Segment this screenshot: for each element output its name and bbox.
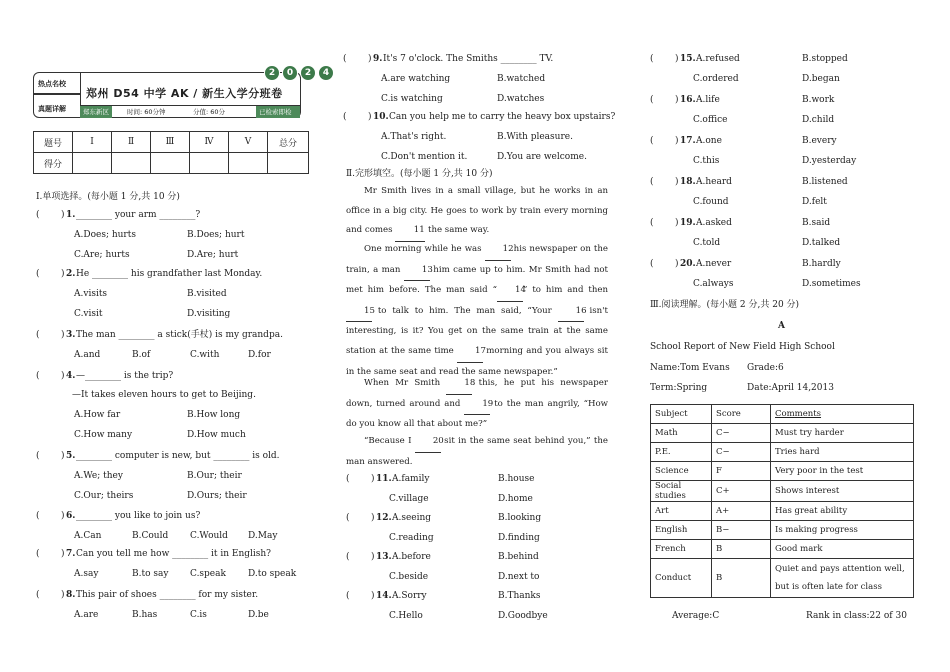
option: B.How long — [187, 410, 241, 420]
question-number: 17. — [680, 136, 696, 146]
report-score: A+ — [712, 502, 771, 521]
answer-paren-close: ) — [371, 591, 375, 601]
year-digit: 4 — [318, 65, 334, 81]
option: C.Would — [190, 531, 228, 541]
option: C.office — [693, 115, 728, 125]
passage-text: to talk to him. The man said, “Your — [372, 305, 558, 316]
question-stem: ________ you like to join us? — [76, 511, 201, 521]
year-badge — [264, 65, 334, 81]
passage-text: When Mr Smith — [364, 378, 447, 388]
passage-paragraph-1 — [346, 182, 608, 242]
answer-paren-open: ( — [346, 591, 350, 601]
report-row — [651, 559, 914, 598]
answer-paren-close: ) — [675, 136, 679, 146]
report-subject: Social studies — [651, 481, 712, 502]
option: B.of — [132, 350, 151, 360]
passage-text: to the man angrily, “How do you know all that about me?” — [346, 398, 609, 430]
option: C.beside — [389, 572, 429, 582]
question-stem: ________ computer is new, but ________ is old. — [76, 451, 280, 461]
answer-paren-close: ) — [61, 511, 65, 521]
passage-paragraph-4 — [346, 432, 608, 472]
option: D.felt — [802, 197, 827, 207]
student-grade: Grade:6 — [747, 363, 784, 373]
report-table — [650, 404, 914, 598]
option: C.always — [693, 279, 734, 289]
answer-paren-open: ( — [343, 112, 347, 122]
section1-title: Ⅰ.单项选择。(每小题 1 分,共 10 分) — [36, 192, 180, 202]
answer-paren-close: ) — [371, 552, 375, 562]
blank-11: 11 — [395, 221, 425, 242]
option: A.one — [696, 136, 722, 146]
option: A.are — [74, 610, 99, 620]
question-stem: ________ your arm ________? — [76, 210, 201, 220]
option: B.Our; their — [187, 471, 242, 481]
answer-paren-open: ( — [36, 451, 40, 461]
option: C.Don't mention it. — [381, 152, 468, 162]
option: D.finding — [498, 533, 540, 543]
report-subject: English — [651, 521, 712, 540]
student-name: Name:Tom Evans — [650, 363, 730, 373]
option: C.visit — [74, 309, 103, 319]
report-score: C− — [712, 443, 771, 462]
option: D.be — [248, 610, 269, 620]
answer-paren-close: ) — [61, 451, 65, 461]
passage-text: him came up to him. Mr Smith had not met him before. The man said “ — [346, 264, 608, 296]
option: D.Goodbye — [498, 611, 548, 621]
option: D.to speak — [248, 569, 297, 579]
answer-paren-close: ) — [61, 210, 65, 220]
answer-paren-close: ) — [371, 513, 375, 523]
score-cell — [73, 153, 112, 174]
answer-paren-open: ( — [36, 371, 40, 381]
district-tag: 郑东新区 — [80, 106, 112, 118]
question-stem: This pair of shoes ________ for my sister. — [76, 590, 259, 600]
option: B.house — [498, 474, 535, 484]
blank-18: 18 — [446, 374, 472, 395]
answer-paren-close: ) — [368, 112, 372, 122]
passage-text: morning and you always sit in the same seat and read the same newspaper.” — [346, 345, 608, 377]
report-header-row — [651, 405, 914, 424]
question-number: 2. — [66, 269, 76, 279]
report-subject: Art — [651, 502, 712, 521]
option: A.and — [74, 350, 101, 360]
option: A.heard — [696, 177, 732, 187]
answer-paren-open: ( — [650, 95, 654, 105]
blank-17: 17 — [457, 342, 483, 363]
answer-paren-close: ) — [61, 371, 65, 381]
option: A.Can — [74, 531, 102, 541]
report-title: School Report of New Field High School — [650, 342, 835, 352]
report-comment: Is making progress — [771, 521, 914, 540]
option: B.visited — [187, 289, 227, 299]
report-subject: Science — [651, 462, 712, 481]
score-header: Ⅴ — [229, 132, 268, 153]
question-stem: He ________ his grandfather last Monday. — [76, 269, 263, 279]
option: D.You are welcome. — [497, 152, 587, 162]
answer-paren-close: ) — [371, 474, 375, 484]
report-subject: Conduct — [651, 559, 712, 598]
passage-text: One morning while he was — [364, 244, 485, 254]
report-score: C− — [712, 424, 771, 443]
passage-text: isn't interesting, is it? You get on the same train at the same station at the same time — [346, 305, 608, 356]
score-table — [33, 131, 309, 174]
question-number: 20. — [680, 259, 696, 269]
report-comment: Very poor in the test — [771, 462, 914, 481]
question-number: 1. — [66, 210, 76, 220]
option: A.We; they — [74, 471, 123, 481]
question-number: 18. — [680, 177, 696, 187]
passage-text: the same way. — [425, 225, 490, 236]
report-col-header: Score — [712, 405, 771, 424]
answer-paren-close: ) — [61, 269, 65, 279]
report-average: Average:C — [672, 611, 720, 621]
question-number: 12. — [376, 513, 392, 523]
option: A.life — [696, 95, 720, 105]
report-comment: Must try harder — [771, 424, 914, 443]
report-rank: Rank in class:22 of 30 — [806, 611, 907, 621]
option: B.watched — [497, 74, 546, 84]
option: C.village — [389, 494, 429, 504]
time-label: 时间: 60分钟 — [127, 108, 166, 116]
option: C.How many — [74, 430, 133, 440]
option: A.asked — [696, 218, 732, 228]
answer-paren-open: ( — [36, 269, 40, 279]
answer-paren-close: ) — [675, 218, 679, 228]
option: C.is — [190, 610, 207, 620]
question-stem: —________ is the trip? — [76, 371, 174, 381]
header-info-bar — [80, 105, 300, 128]
option: B.every — [802, 136, 837, 146]
passage-text: Mr Smith lives in a small village, but he works in an office in a big city. He goes to work by train every morning and comes — [346, 186, 608, 236]
badge-line2: 真题详解 — [38, 105, 66, 113]
question-stem: Can you help me to carry the heavy box upstairs? — [389, 112, 616, 122]
report-comment: Shows interest — [771, 481, 914, 502]
question-number: 9. — [373, 54, 383, 64]
answer-paren-open: ( — [36, 330, 40, 340]
option: A.refused — [696, 54, 740, 64]
option: A.seeing — [392, 513, 432, 523]
option: C.told — [693, 238, 721, 248]
answer-paren-open: ( — [650, 54, 654, 64]
report-subject: P.E. — [651, 443, 712, 462]
question-number: 10. — [373, 112, 389, 122]
option: B.behind — [498, 552, 539, 562]
question-number: 5. — [66, 451, 76, 461]
option: A.never — [696, 259, 732, 269]
score-label: 分值: 60分 — [193, 108, 226, 116]
question-number: 7. — [66, 549, 76, 559]
report-subject: French — [651, 540, 712, 559]
option: C.ordered — [693, 74, 739, 84]
header-badge — [34, 73, 81, 117]
blank-14: 14 — [497, 281, 523, 302]
report-comment: Tries hard — [771, 443, 914, 462]
option: D.sometimes — [802, 279, 861, 289]
option: A.family — [392, 474, 430, 484]
report-score: C+ — [712, 481, 771, 502]
option: D.for — [248, 350, 271, 360]
passage-paragraph-3 — [346, 374, 608, 435]
question-number: 19. — [680, 218, 696, 228]
score-header: Ⅱ — [112, 132, 151, 153]
option: A.That's right. — [381, 132, 447, 142]
report-score: B — [712, 559, 771, 598]
score-cell — [151, 153, 190, 174]
exam-title: 郑州 D54 中学 AK / 新生入学分班卷 — [86, 87, 283, 100]
report-date: Date:April 14,2013 — [747, 383, 834, 393]
report-row — [651, 502, 914, 521]
passage-label: A — [778, 321, 785, 331]
question-number: 15. — [680, 54, 696, 64]
answer-paren-close: ) — [61, 330, 65, 340]
answer-paren-close: ) — [675, 259, 679, 269]
option: D.began — [802, 74, 840, 84]
answer-paren-open: ( — [36, 210, 40, 220]
score-header: 题号 — [34, 132, 73, 153]
score-cell — [190, 153, 229, 174]
question-number: 8. — [66, 590, 76, 600]
question-stem: It's 7 o'clock. The Smiths ________ TV. — [383, 54, 554, 64]
option: B.listened — [802, 177, 848, 187]
score-header: Ⅲ — [151, 132, 190, 153]
report-row — [651, 462, 914, 481]
option: A.before — [392, 552, 431, 562]
question-number: 14. — [376, 591, 392, 601]
option: D.home — [498, 494, 533, 504]
score-header: Ⅳ — [190, 132, 229, 153]
report-term: Term:Spring — [650, 383, 708, 393]
report-row — [651, 424, 914, 443]
report-row — [651, 443, 914, 462]
option: D.child — [802, 115, 835, 125]
year-digit: 2 — [300, 65, 316, 81]
exam-header — [33, 68, 330, 128]
option: D.watches — [497, 94, 545, 104]
question-number: 16. — [680, 95, 696, 105]
section2-title: Ⅱ.完形填空。(每小题 1 分,共 10 分) — [346, 169, 493, 179]
answer-paren-open: ( — [346, 474, 350, 484]
option: C.Hello — [389, 611, 423, 621]
answer-paren-open: ( — [650, 218, 654, 228]
section3-title: Ⅲ.阅读理解。(每小题 2 分,共 20 分) — [650, 300, 800, 310]
passage-text: his newspaper on the train, a man — [346, 244, 609, 275]
report-score: B — [712, 540, 771, 559]
answer-paren-close: ) — [675, 177, 679, 187]
option: B.Does; hurt — [187, 230, 245, 240]
badge-line1: 热点名校 — [38, 80, 66, 88]
option: D.May — [248, 531, 278, 541]
report-row — [651, 521, 914, 540]
answer-paren-open: ( — [346, 513, 350, 523]
report-comment: Good mark — [771, 540, 914, 559]
question-number: 3. — [66, 330, 76, 340]
blank-12: 12 — [485, 240, 511, 261]
answer-paren-open: ( — [36, 590, 40, 600]
blank-20: 20 — [415, 432, 441, 453]
option: B.looking — [498, 513, 542, 523]
blank-15: 15 — [346, 302, 372, 323]
option: B.Thanks — [498, 591, 541, 601]
question-stem-line2: —It takes eleven hours to get to Beijing. — [72, 390, 256, 400]
option: B.work — [802, 95, 835, 105]
option: B.stopped — [802, 54, 848, 64]
option: A.visits — [74, 289, 108, 299]
option: B.With pleasure. — [497, 132, 573, 142]
question-number: 13. — [376, 552, 392, 562]
score-header: Ⅰ — [73, 132, 112, 153]
report-score: B− — [712, 521, 771, 540]
passage-text: ” to him and then — [523, 285, 608, 296]
passage-paragraph-2 — [346, 240, 608, 382]
option: C.reading — [389, 533, 434, 543]
option: C.is watching — [381, 94, 443, 104]
report-row — [651, 540, 914, 559]
year-digit: 2 — [264, 65, 280, 81]
option: D.yesterday — [802, 156, 857, 166]
question-stem: Can you tell me how ________ it in English? — [76, 549, 272, 559]
answer-paren-open: ( — [650, 136, 654, 146]
answer-paren-close: ) — [675, 54, 679, 64]
score-row-label: 得分 — [34, 153, 73, 174]
passage-text: sit in the same seat behind you,” the man answered. — [346, 436, 608, 467]
report-row — [651, 481, 914, 502]
year-digit: 0 — [282, 65, 298, 81]
answer-paren-open: ( — [343, 54, 347, 64]
passage-text: this, he put his newspaper down, turned around and — [346, 378, 609, 409]
option: B.has — [132, 610, 158, 620]
option: D.visiting — [187, 309, 231, 319]
report-score: F — [712, 462, 771, 481]
option: C.Are; hurts — [74, 250, 130, 260]
question-number: 11. — [376, 474, 392, 484]
option: C.this — [693, 156, 720, 166]
answer-paren-open: ( — [36, 511, 40, 521]
option: C.with — [190, 350, 220, 360]
option: A.Sorry — [392, 591, 427, 601]
option: C.Our; theirs — [74, 491, 134, 501]
report-col-header: Comments — [771, 405, 914, 424]
answer-paren-open: ( — [36, 549, 40, 559]
answer-paren-close: ) — [61, 590, 65, 600]
answer-paren-open: ( — [346, 552, 350, 562]
option: C.speak — [190, 569, 226, 579]
answer-paren-close: ) — [675, 95, 679, 105]
option: D.talked — [802, 238, 841, 248]
passage-text: “Because I — [364, 436, 415, 446]
option: A.are watching — [381, 74, 451, 84]
score-header: 总分 — [268, 132, 309, 153]
option: B.hardly — [802, 259, 841, 269]
question-stem: The man ________ a stick(手杖) is my grandpa. — [76, 330, 283, 340]
option: D.next to — [498, 572, 540, 582]
score-cell — [112, 153, 151, 174]
option: A.say — [74, 569, 99, 579]
answer-paren-open: ( — [650, 177, 654, 187]
option: B.Could — [132, 531, 169, 541]
option: C.found — [693, 197, 729, 207]
question-number: 6. — [66, 511, 76, 521]
blank-16: 16 — [558, 302, 584, 323]
report-comment: Quiet and pays attention well, but is often late for class — [771, 559, 914, 598]
answer-paren-close: ) — [368, 54, 372, 64]
option: A.How far — [74, 410, 121, 420]
option: A.Does; hurts — [74, 230, 136, 240]
blank-13: 13 — [404, 261, 430, 282]
score-cell — [229, 153, 268, 174]
report-col-header: Subject — [651, 405, 712, 424]
score-cell — [268, 153, 309, 174]
option: D.How much — [187, 430, 246, 440]
option: D.Are; hurt — [187, 250, 239, 260]
report-comment: Has great ability — [771, 502, 914, 521]
question-number: 4. — [66, 371, 76, 381]
blank-19: 19 — [464, 395, 490, 416]
answer-paren-open: ( — [650, 259, 654, 269]
option: B.to say — [132, 569, 169, 579]
option: D.Ours; their — [187, 491, 247, 501]
report-subject: Math — [651, 424, 712, 443]
extra-tag: 已检索即检索 — [256, 106, 300, 118]
option: B.said — [802, 218, 831, 228]
answer-paren-close: ) — [61, 549, 65, 559]
